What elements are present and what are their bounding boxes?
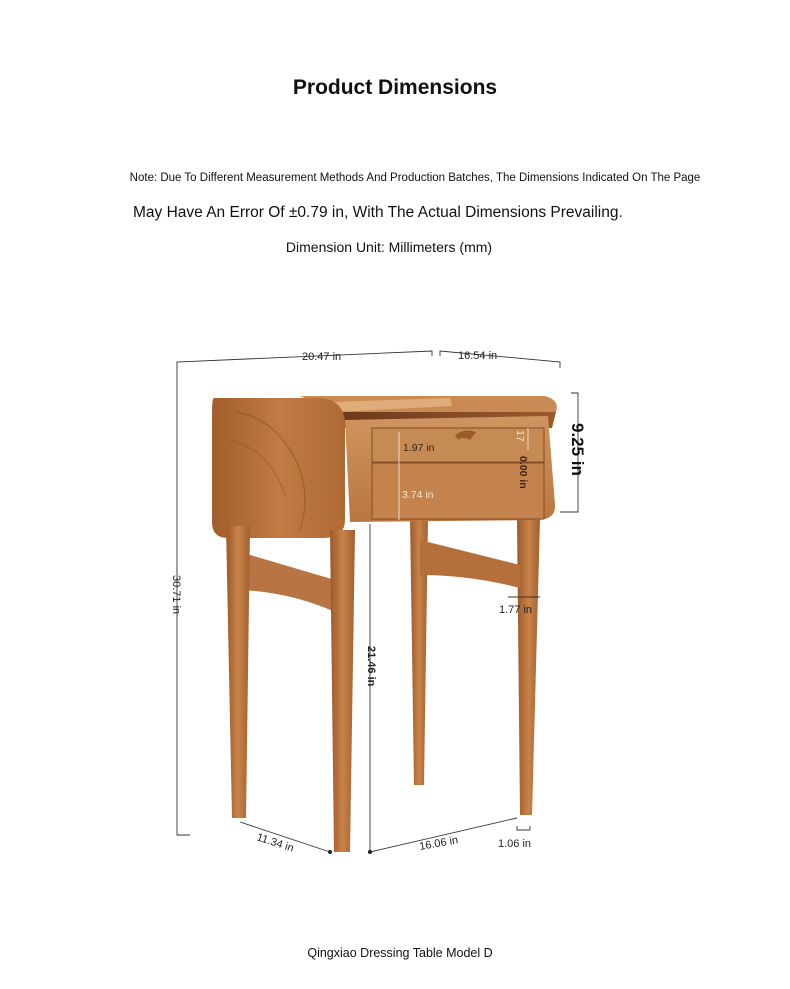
drawer-side-label-a: 17 <box>514 430 526 442</box>
leg-height-label: 21.46 in <box>365 646 377 687</box>
page-title: Product Dimensions <box>292 76 498 99</box>
error-note: May Have An Error Of ±0.79 in, With The Actual Dimensions Prevailing. <box>133 204 623 221</box>
measurement-note: Note: Due To Different Measurement Methods And Production Batches, The Dimensions Indicated On The Page <box>129 172 701 184</box>
overall-width-label: 20.47 in <box>302 351 342 363</box>
leg-width-label: 1.77 in <box>499 604 533 616</box>
drawer-side-label-b: 0.00 in <box>517 456 529 489</box>
base-depth-label: 11.34 in <box>255 831 296 855</box>
leg-foot-line <box>517 826 530 830</box>
upper-drawer-label: 1.97 in <box>403 442 435 454</box>
dressing-table-illustration <box>212 396 557 855</box>
lower-drawer-label: 3.74 in <box>402 489 434 501</box>
right-stretcher <box>420 540 520 588</box>
front-left-leg <box>226 526 250 818</box>
left-stretcher <box>240 552 335 612</box>
leg-foot-label: 1.06 in <box>498 838 532 850</box>
base-width-label: 16.06 in <box>418 834 460 853</box>
overall-depth-label: 16.54 in <box>458 350 498 362</box>
back-right-leg <box>517 518 540 815</box>
left-side-panel <box>212 398 345 538</box>
front-right-leg <box>330 530 355 852</box>
dimension-unit: Dimension Unit: Millimeters (mm) <box>285 239 493 255</box>
cabinet-height-label: 9.25 in <box>568 423 587 476</box>
product-caption: Qingxiao Dressing Table Model D <box>307 946 493 960</box>
overall-height-label: 30.71 in <box>170 575 182 615</box>
